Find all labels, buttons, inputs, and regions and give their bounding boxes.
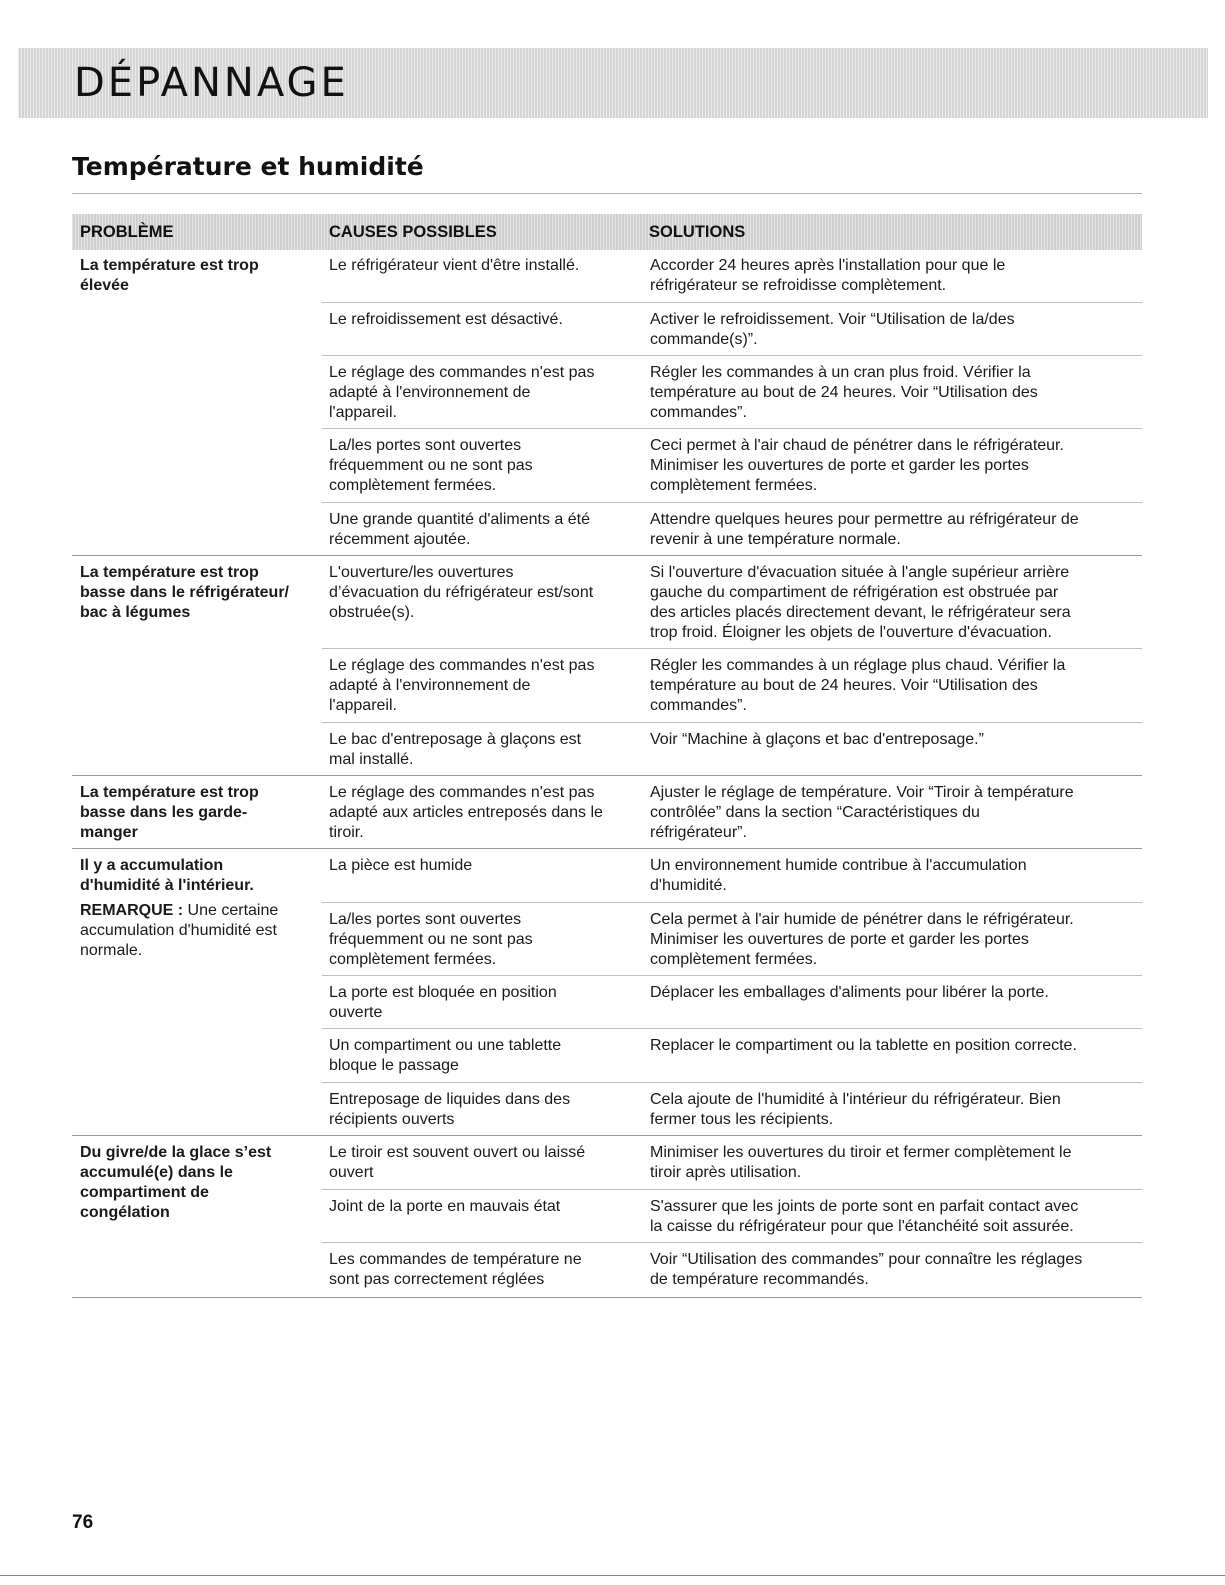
row-divider (322, 722, 1142, 723)
note-cell: REMARQUE : Une certaine accumulation d'humidité est normale. (80, 902, 279, 959)
column-header-causes: CAUSES POSSIBLES (329, 223, 497, 241)
problem-cell: La température est trop basse dans les garde- manger (80, 784, 259, 841)
solution-cell: Cela permet à l'air humide de pénétrer dans le réfrigérateur. Minimiser les ouvertures de porte et garder les portes complètement fermées. (650, 911, 1074, 968)
problem-divider (72, 555, 1142, 556)
solution-cell: Voir “Machine à glaçons et bac d'entreposage.” (650, 731, 984, 748)
problem-cell: Il y a accumulation d'humidité à l'intérieur. (80, 857, 254, 894)
solution-cell: Minimiser les ouvertures du tiroir et fermer complètement le tiroir après utilisation. (650, 1144, 1072, 1181)
cause-cell: Le bac d'entreposage à glaçons est mal installé. (329, 731, 582, 768)
header-banner (18, 48, 1208, 118)
page-number: 76 (72, 1512, 94, 1533)
cause-cell: L'ouverture/les ouvertures d’évacuation du réfrigérateur est/sont obstruée(s). (329, 564, 594, 621)
cause-cell: La pièce est humide (329, 857, 473, 874)
solution-cell: Attendre quelques heures pour permettre au réfrigérateur de revenir à une température normale. (650, 511, 1079, 548)
cause-cell: Les commandes de température ne sont pas correctement réglées (329, 1251, 582, 1288)
cause-cell: La porte est bloquée en position ouverte (329, 984, 557, 1021)
cause-cell: Entreposage de liquides dans des récipients ouverts (329, 1091, 571, 1128)
solution-cell: Replacer le compartiment ou la tablette en position correcte. (650, 1037, 1077, 1054)
solution-cell: Régler les commandes à un réglage plus chaud. Vérifier la température au bout de 24 heures. Voir “Utilisation des commandes”. (650, 657, 1066, 714)
solution-cell: Ceci permet à l'air chaud de pénétrer dans le réfrigérateur. Minimiser les ouvertures de porte et garder les portes complètement fermées. (650, 437, 1064, 494)
solution-cell: Régler les commandes à un cran plus froid. Vérifier la température au bout de 24 heures. Voir “Utilisation des commandes”. (650, 364, 1038, 421)
cause-cell: Le réglage des commandes n'est pas adapté à l'environnement de l'appareil. (329, 364, 595, 421)
solution-cell: Si l'ouverture d'évacuation située à l'angle supérieur arrière gauche du compartiment de réfrigération est obstruée par des articles placés directement devant, le réfrigérateur sera trop froid. Éloigner les objets de l'ouverture d'évacuation. (650, 564, 1071, 641)
section-divider (72, 193, 1142, 194)
section-title: Température et humidité (72, 152, 424, 181)
column-header-problem: PROBLÈME (80, 223, 174, 241)
solution-cell: Déplacer les emballages d'aliments pour libérer la porte. (650, 984, 1049, 1001)
solution-cell: Voir “Utilisation des commandes” pour connaître les réglages de température recommandés. (650, 1251, 1083, 1288)
row-divider (322, 428, 1142, 429)
cause-cell: Joint de la porte en mauvais état (329, 1198, 561, 1215)
cause-cell: Le réglage des commandes n'est pas adapté aux articles entreposés dans le tiroir. (329, 784, 603, 841)
cause-cell: Une grande quantité d'aliments a été récemment ajoutée. (329, 511, 591, 548)
solution-cell: Activer le refroidissement. Voir “Utilisation de la/des commande(s)”. (650, 311, 1015, 348)
cause-cell: Le refroidissement est désactivé. (329, 311, 563, 328)
cause-cell: Le réfrigérateur vient d'être installé. (329, 257, 580, 274)
problem-divider (72, 775, 1142, 776)
row-divider (322, 1028, 1142, 1029)
solution-cell: Cela ajoute de l'humidité à l'intérieur du réfrigérateur. Bien fermer tous les récipients. (650, 1091, 1061, 1128)
cause-cell: Le tiroir est souvent ouvert ou laissé ouvert (329, 1144, 586, 1181)
solution-cell: Un environnement humide contribue à l'accumulation d'humidité. (650, 857, 1027, 894)
problem-divider (72, 1135, 1142, 1136)
solution-cell: S'assurer que les joints de porte sont en parfait contact avec la caisse du réfrigérateur pour que l'étanchéité soit assurée. (650, 1198, 1079, 1235)
problem-divider (72, 848, 1142, 849)
column-header-solutions: SOLUTIONS (649, 223, 746, 241)
row-divider (322, 1189, 1142, 1190)
cause-cell: Un compartiment ou une tablette bloque le passage (329, 1037, 562, 1074)
page-bottom-rule (0, 1575, 1225, 1576)
table-bottom-rule (72, 1297, 1142, 1298)
problem-cell: La température est trop basse dans le réfrigérateur/ bac à légumes (80, 564, 289, 621)
cause-cell: La/les portes sont ouvertes fréquemment ou ne sont pas complètement fermées. (329, 437, 533, 494)
cause-cell: Le réglage des commandes n'est pas adapté à l'environnement de l'appareil. (329, 657, 595, 714)
table-header (72, 214, 1142, 250)
solution-cell: Ajuster le réglage de température. Voir “Tiroir à température contrôlée” dans la section “Caractéristiques du réfrigérateur”. (650, 784, 1074, 841)
problem-cell: Du givre/de la glace s’est accumulé(e) dans le compartiment de congélation (80, 1144, 272, 1221)
row-divider (322, 1082, 1142, 1083)
row-divider (322, 302, 1142, 303)
problem-cell: La température est trop élevée (80, 257, 259, 294)
solution-cell: Accorder 24 heures après l'installation pour que le réfrigérateur se refroidisse complètement. (650, 257, 1006, 294)
row-divider (322, 502, 1142, 503)
note-label: REMARQUE : (80, 902, 184, 919)
row-divider (322, 648, 1142, 649)
row-divider (322, 975, 1142, 976)
row-divider (322, 355, 1142, 356)
page-title: DÉPANNAGE (74, 60, 349, 106)
cause-cell: La/les portes sont ouvertes fréquemment ou ne sont pas complètement fermées. (329, 911, 533, 968)
row-divider (322, 902, 1142, 903)
row-divider (322, 1242, 1142, 1243)
